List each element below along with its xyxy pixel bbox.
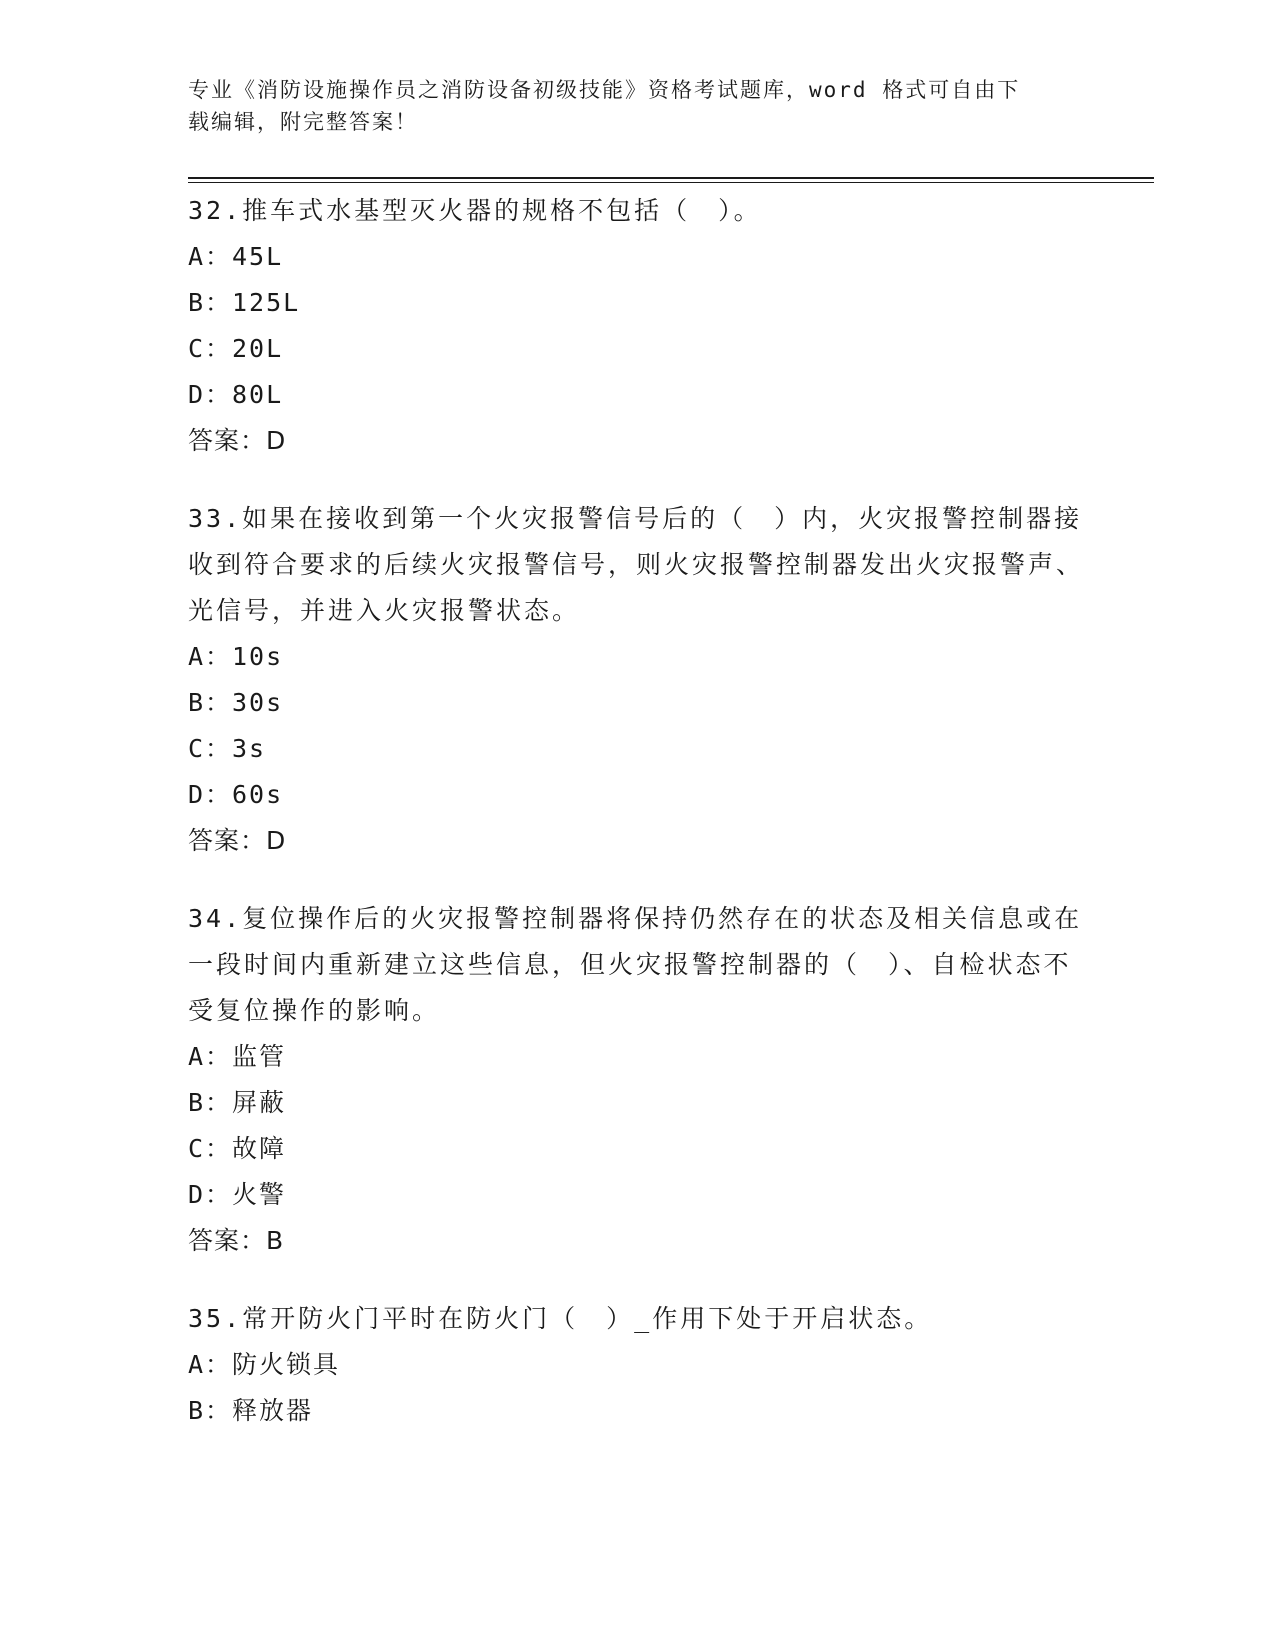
option-text: 60s xyxy=(232,780,284,809)
document-header xyxy=(188,74,1088,138)
option-b xyxy=(188,1388,1088,1434)
option-text: 防火锁具 xyxy=(232,1350,341,1379)
option-text: 屏蔽 xyxy=(232,1088,287,1117)
option-text: 3s xyxy=(232,734,267,763)
answer-label: 答案：D xyxy=(188,426,287,455)
option-b xyxy=(188,1080,1088,1126)
option-key: C： xyxy=(188,334,233,363)
question-35 xyxy=(188,1296,1088,1434)
option-c xyxy=(188,726,1088,772)
header-line-1: 专业《消防设施操作员之消防设备初级技能》资格考试题库，word 格式可自由下 xyxy=(188,78,1021,102)
option-text: 释放器 xyxy=(232,1396,314,1425)
option-d xyxy=(188,1172,1088,1218)
option-c xyxy=(188,326,1088,372)
option-text: 45L xyxy=(232,242,284,271)
option-key: B： xyxy=(188,688,233,717)
option-d xyxy=(188,772,1088,818)
option-key: A： xyxy=(188,1042,233,1071)
option-key: B： xyxy=(188,1088,233,1117)
option-text: 80L xyxy=(232,380,284,409)
question-33 xyxy=(188,496,1088,864)
question-stem: 33.如果在接收到第一个火灾报警信号后的（ ）内，火灾报警控制器接收到符合要求的后续火灾报警信号，则火灾报警控制器发出火灾报警声、光信号，并进入火灾报警状态。 xyxy=(188,504,1085,625)
question-list xyxy=(188,188,1088,1466)
option-key: A： xyxy=(188,242,233,271)
question-stem: 34.复位操作后的火灾报警控制器将保持仍然存在的状态及相关信息或在一段时间内重新建立这些信息，但火灾报警控制器的（ ）、自检状态不受复位操作的影响。 xyxy=(188,904,1083,1025)
option-a xyxy=(188,634,1088,680)
option-key: B： xyxy=(188,288,233,317)
option-text: 10s xyxy=(232,642,284,671)
header-divider-thick xyxy=(188,177,1154,179)
question-34 xyxy=(188,896,1088,1264)
option-b xyxy=(188,680,1088,726)
option-text: 20L xyxy=(232,334,284,363)
option-key: A： xyxy=(188,1350,233,1379)
answer-label: 答案：B xyxy=(188,1226,285,1255)
option-a xyxy=(188,1342,1088,1388)
option-text: 监管 xyxy=(232,1042,287,1071)
option-key: B： xyxy=(188,1396,233,1425)
option-d xyxy=(188,372,1088,418)
option-key: D： xyxy=(188,380,233,409)
option-key: C： xyxy=(188,734,233,763)
option-key: C： xyxy=(188,1134,233,1163)
option-key: D： xyxy=(188,1180,233,1209)
option-text: 125L xyxy=(232,288,301,317)
option-text: 30s xyxy=(232,688,284,717)
option-text: 故障 xyxy=(232,1134,287,1163)
option-key: D： xyxy=(188,780,233,809)
question-32 xyxy=(188,188,1088,464)
question-stem: 35.常开防火门平时在防火门（ ）_作用下处于开启状态。 xyxy=(188,1304,933,1333)
option-a xyxy=(188,234,1088,280)
question-stem: 32.推车式水基型灭火器的规格不包括（ ）。 xyxy=(188,196,762,225)
header-divider-thin xyxy=(188,182,1154,183)
option-b xyxy=(188,280,1088,326)
answer-label: 答案：D xyxy=(188,826,287,855)
header-line-2: 载编辑，附完整答案！ xyxy=(188,110,418,134)
option-text: 火警 xyxy=(232,1180,287,1209)
option-c xyxy=(188,1126,1088,1172)
option-key: A： xyxy=(188,642,233,671)
option-a xyxy=(188,1034,1088,1080)
